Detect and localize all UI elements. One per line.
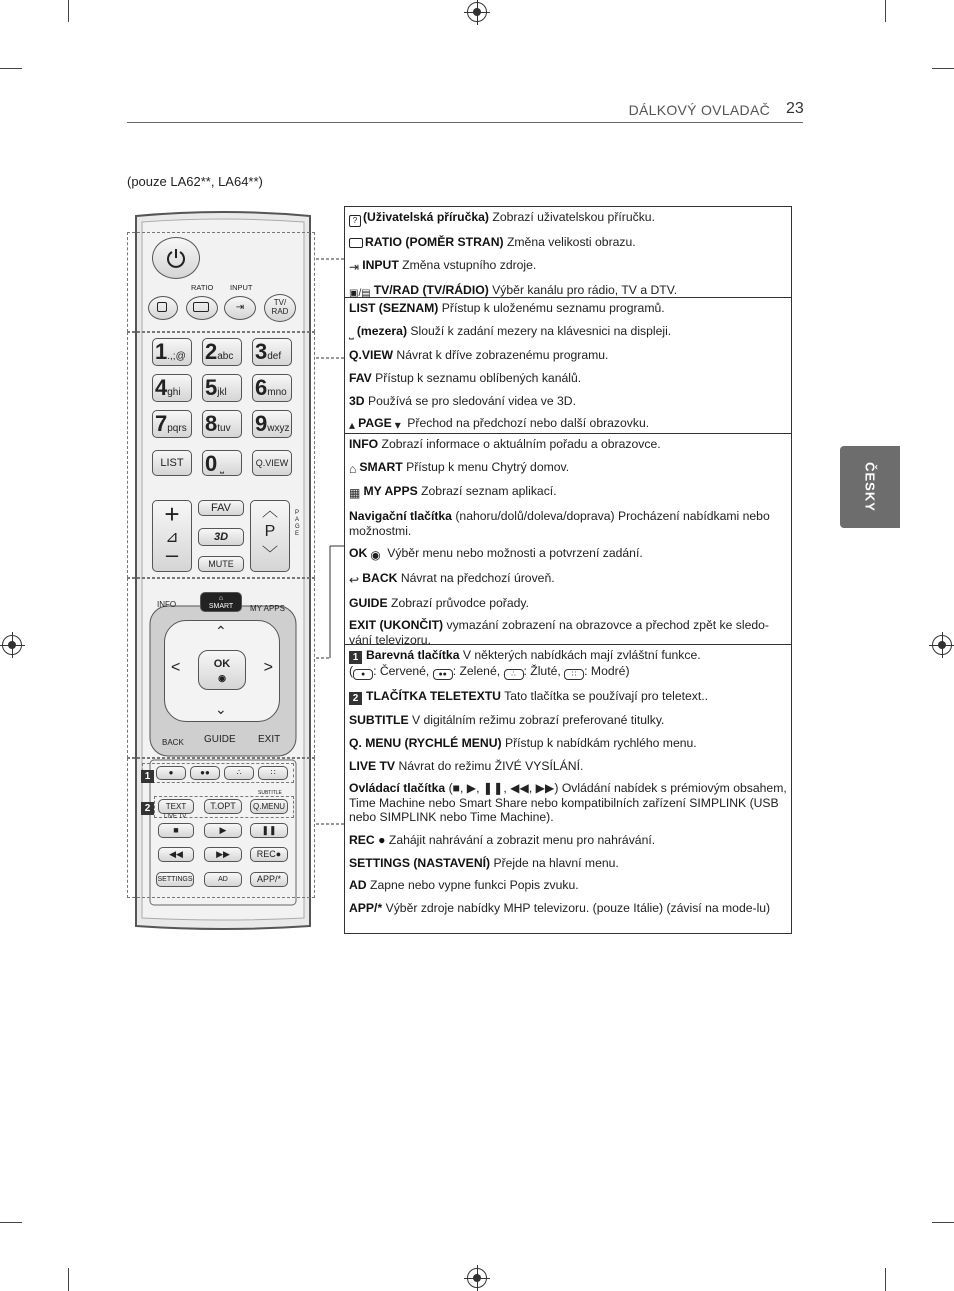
section-bottom-buttons: 1 Barevná tlačítka V některých nabídkách mají zvláštní funkce. ( ● : Červené, ●● : Zelené, ∴ : Žluté, ∷ : Modré) 2 TLAČÍTKA TELETEXTU Tato tlačítka se používají pro teletext.. SUBTITLE V digitálním režimu zobrazí preferované titulky. Q. MENU (RYCHLÉ MENU) Přístup k nabídkám rychlého menu. LIVE TV Návrat do režimu ŽIVÉ VYSÍLÁNÍ. Ovládací tlačítka (■, ▶, ❚❚, ◀◀, ▶▶) Ovládání nabídek s prémiovým obsahem, Time Machine nebo Smart Share nebo kompatibilních zařízení SIMPLINK (USB nebo SIMPLINK nebo Time Machine). REC ● Zahájit nahrávání a zobrazit menu pro nahrávání. SETTINGS (NASTAVENÍ) Přejde na hlavní menu. AD Zapne nebo vypne funkci Popis zvuku. APP/* Výběr zdroje nabídky MHP televizoru. (pouze Itálie) (závisí na mode-lu): [349, 648, 787, 915]
pause-button[interactable]: ❚❚: [250, 823, 288, 838]
ratio-button[interactable]: [186, 296, 218, 320]
volume-up-icon: +: [164, 499, 180, 529]
page-label: PAGE: [295, 510, 300, 537]
ratio-icon: [193, 302, 209, 312]
crop-mark: [932, 68, 954, 69]
power-icon: [164, 246, 188, 270]
help-icon: [157, 302, 167, 312]
play-button[interactable]: ▶: [204, 823, 242, 838]
smart-button[interactable]: [200, 592, 242, 612]
nav-left-icon: <: [171, 659, 181, 676]
ok-button[interactable]: [198, 650, 246, 690]
model-note: (pouze LA62**, LA64**): [127, 174, 263, 189]
ok-label: OK: [213, 658, 231, 670]
page-header-title: DÁLKOVÝ OVLADAČ: [628, 102, 770, 118]
crop-mark: [885, 1268, 886, 1291]
space-icon: ⎵: [349, 325, 354, 340]
program-label: P: [264, 523, 276, 540]
crop-mark: [0, 68, 22, 69]
input-icon: ⇥: [235, 302, 245, 313]
nav-down-icon: ⌄: [215, 701, 227, 717]
input-icon: ⇥: [349, 259, 360, 274]
language-tab: [840, 446, 900, 528]
nav-right-icon: >: [263, 659, 273, 676]
ad-button[interactable]: AD: [204, 872, 242, 887]
rec-dot-icon: ●: [275, 849, 282, 859]
registration-mark-icon: [467, 2, 487, 22]
program-rocker[interactable]: [250, 500, 290, 572]
badge-2: 2: [141, 802, 154, 815]
digit-2-button[interactable]: [202, 338, 242, 366]
ok-dot-icon: ◉: [370, 548, 381, 563]
crop-mark: [0, 1222, 22, 1223]
section-navigation-buttons: INFO Zobrazí informace o aktuálním pořadu a obrazovce. ⌂ SMART Přístup k menu Chytrý domov. ▦ MY APPS Zobrazí seznam aplikací. Navigační tlačítka (nahoru/dolů/doleva/doprava) Procházení nabídkami nebo možnostmi. OK ◉ Výběr menu nebo možnosti a potvrzení zadání. ↩ BACK Návrat na předchozí úroveň. GUIDE Zobrazí průvodce pořady. EXIT (UKONČIT) vymazání zobrazení na obrazovce a přechod zpět ke sledo-vání televizoru.: [345, 434, 791, 645]
settings-button[interactable]: SETTINGS: [156, 872, 194, 887]
tv-radio-icon: ▣/▤: [349, 287, 371, 299]
apps-grid-icon: ▦: [349, 486, 361, 501]
badge-2: 2: [349, 692, 362, 705]
page-number: 23: [786, 100, 804, 117]
digit-letters: mno: [267, 387, 287, 398]
digit-letters: pqrs: [167, 423, 187, 434]
subtitle-label: SUBTITLE: [258, 790, 282, 796]
ok-dot-icon: ◉: [218, 673, 226, 683]
topt-button[interactable]: T.OPT: [204, 799, 242, 814]
ratio-icon: [349, 238, 363, 248]
blue-button[interactable]: ∷: [258, 766, 288, 780]
help-button[interactable]: [148, 296, 178, 320]
red-button-icon: ●: [353, 669, 373, 680]
crop-mark: [68, 1268, 69, 1291]
digit-4-button[interactable]: [152, 374, 192, 402]
rewind-button[interactable]: ◀◀: [158, 847, 194, 862]
digit-number: 1: [155, 339, 168, 364]
fast-forward-button[interactable]: ▶▶: [204, 847, 242, 862]
crop-mark: [932, 1222, 954, 1223]
digit-7-button[interactable]: [152, 410, 192, 438]
volume-rocker[interactable]: [152, 500, 192, 572]
digit-letters: tuv: [217, 423, 231, 434]
digit-number: 6: [255, 375, 268, 400]
guide-button[interactable]: GUIDE: [204, 734, 236, 745]
crop-mark: [68, 0, 69, 22]
chevron-down-icon: ﹀: [261, 546, 278, 563]
digit-8-button[interactable]: [202, 410, 242, 438]
digit-6-button[interactable]: [252, 374, 292, 402]
digit-number: 8: [205, 411, 218, 436]
help-icon: ?: [349, 215, 361, 227]
crop-mark: [885, 0, 886, 22]
registration-mark-icon: [932, 635, 952, 655]
page-down-icon: ▾: [394, 418, 401, 433]
digit-9-button[interactable]: [252, 410, 292, 438]
tv-rad-button[interactable]: TV/ RAD: [264, 294, 296, 322]
input-button[interactable]: [224, 296, 256, 320]
digit-number: 4: [155, 375, 168, 400]
blue-button-icon: ∷: [564, 669, 584, 680]
page-up-icon: ▴: [349, 418, 356, 433]
remote-control-illustration: [134, 210, 312, 930]
volume-icon: ⊿: [165, 529, 179, 546]
digit-letters: def: [267, 351, 282, 362]
live-tv-label: LIVE TV: [164, 814, 187, 820]
registration-mark-icon: [467, 1268, 487, 1288]
digit-number: 5: [205, 375, 218, 400]
rec-label: REC: [256, 849, 276, 859]
digit-3-button[interactable]: [252, 338, 292, 366]
qview-button[interactable]: Q.VIEW: [252, 450, 292, 476]
badge-1: 1: [141, 770, 154, 783]
badge-1: 1: [349, 651, 362, 664]
digit-number: 7: [155, 411, 168, 436]
button-description-table: [344, 206, 792, 934]
text-button[interactable]: TEXT: [158, 799, 194, 814]
registration-mark-icon: [2, 635, 22, 655]
digit-number: 3: [255, 339, 268, 364]
home-icon: ⌂: [349, 461, 357, 476]
stop-button[interactable]: ■: [158, 823, 194, 838]
digit-letters: jkl: [217, 387, 227, 398]
rec-button[interactable]: [250, 847, 288, 862]
my-apps-button[interactable]: MY APPS: [250, 604, 285, 613]
ratio-label: RATIO: [191, 283, 214, 292]
chevron-up-icon: ︿: [261, 503, 278, 520]
yellow-button[interactable]: ∴: [224, 766, 254, 780]
yellow-button-icon: ∴: [504, 669, 524, 680]
fav-button[interactable]: FAV: [198, 500, 244, 516]
back-arrow-icon: ↩: [349, 572, 360, 587]
info-button[interactable]: INFO: [157, 600, 177, 609]
3d-button[interactable]: 3D: [198, 528, 244, 546]
power-button[interactable]: [152, 237, 200, 279]
zero-space-button[interactable]: [202, 450, 242, 476]
green-button[interactable]: ●●: [190, 766, 220, 780]
list-button[interactable]: LIST: [152, 450, 192, 476]
volume-down-icon: –: [165, 542, 179, 567]
nav-up-icon: ⌃: [215, 623, 227, 639]
digit-letters: wxyz: [267, 423, 290, 434]
language-tab-label: ČESKY: [862, 462, 878, 512]
digit-1-button[interactable]: [152, 338, 192, 366]
space-icon: ⎵: [217, 463, 225, 474]
digit-letters: abc: [217, 351, 234, 362]
digit-5-button[interactable]: [202, 374, 242, 402]
digit-number: 9: [255, 411, 268, 436]
back-button[interactable]: BACK: [162, 738, 184, 747]
digit-number: 2: [205, 339, 218, 364]
smart-label: SMART: [208, 603, 234, 610]
qmenu-button[interactable]: Q.MENU: [250, 799, 288, 814]
digit-letters: ghi: [167, 387, 181, 398]
digit-letters: .,;@: [167, 351, 186, 362]
mute-button[interactable]: MUTE: [198, 556, 244, 572]
zero-label: 0: [205, 451, 218, 476]
exit-button[interactable]: EXIT: [258, 734, 281, 745]
app-button[interactable]: APP/*: [250, 872, 288, 887]
red-button[interactable]: ●: [156, 766, 186, 780]
green-button-icon: ●●: [433, 669, 453, 680]
header-divider: [127, 122, 803, 123]
section-top-buttons: ? (Uživatelská příručka) Zobrazí uživatelskou příručku. RATIO (POMĚR STRAN) Změna velikosti obrazu. ⇥ INPUT Změna vstupního zdroje. ▣/▤ TV/RAD (TV/RÁDIO) Výběr kanálu pro rádio, TV a DTV.: [345, 207, 791, 298]
section-number-buttons: LIST (SEZNAM) Přístup k uloženému seznamu programů. ⎵ (mezera) Slouží k zadání mezery na klávesnici na displeji. Q.VIEW Návrat k dříve zobrazenému programu. FAV Přístup k seznamu oblíbených kanálů. 3D Používá se pro sledování videa ve 3D. ▴ PAGE ▾ Přechod na předchozí nebo další obrazovku.: [345, 298, 791, 434]
input-label: INPUT: [230, 283, 253, 292]
home-icon: ⌂: [218, 595, 224, 602]
